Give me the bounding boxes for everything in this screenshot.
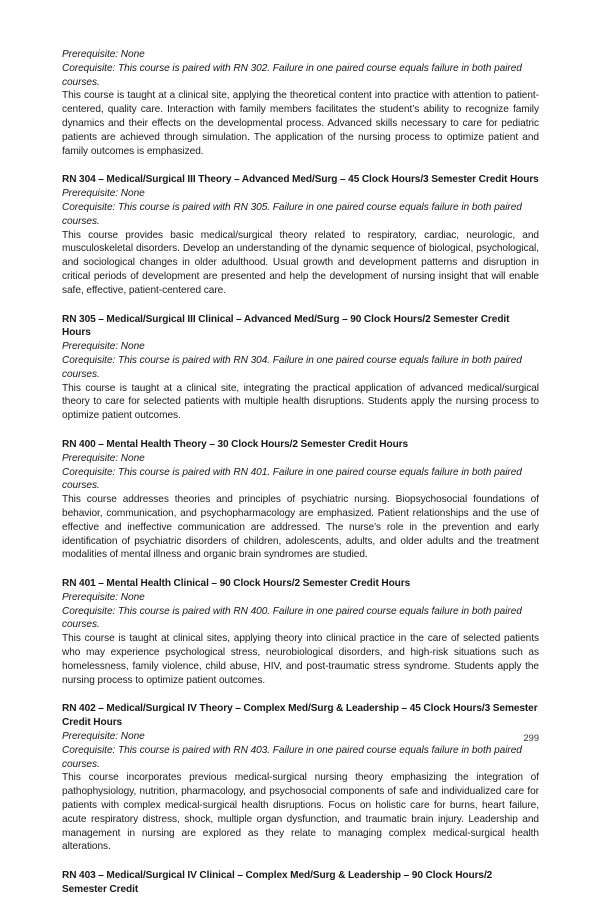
course-heading-rn-304: RN 304 – Medical/Surgical III Theory – Advanced Med/Surg – 45 Clock Hours/3 Semester Credit Hours [62,174,539,186]
prerequisite-line: Prerequisite: None [62,49,145,60]
course-block-rn-403 [62,869,539,897]
course-block-rn-304 [62,173,539,297]
corequisite-line: Corequisite: This course is paired with RN 401. Failure in one paired course equals failure in both paired courses. [62,466,522,492]
course-heading-rn-403: RN 403 – Medical/Surgical IV Clinical – Complex Med/Surg & Leadership – 90 Clock Hours/2 Semester Credit [62,870,493,896]
corequisite-line: Corequisite: This course is paired with RN 302. Failure in one paired course equals failure in both paired courses. [62,62,522,88]
course-heading-rn-400: RN 400 – Mental Health Theory – 30 Clock Hours/2 Semester Credit Hours [62,438,409,450]
course-block-rn-402 [62,702,539,854]
prerequisite-line: Prerequisite: None [62,452,145,464]
course-heading-rn-401: RN 401 – Mental Health Clinical – 90 Clock Hours/2 Semester Credit Hours [62,578,411,590]
course-description: This course addresses theories and principles of psychiatric nursing. Biopsychosocial foundations of behavior, communication, and psychopharmacology are emphasized. Patient relationships and the use of effective and ineffective communication are addressed. The nurse’s role in the prevention and early identification of psychiatric disorders of children, adolescents, adults, and older adults and the treatment modalities of mental illness and organic brain syndromes are studied. [62,494,539,561]
course-description: This course provides basic medical/surgical theory related to respiratory, cardiac, neurologic, and musculoskeletal disorders. Develop an understanding of the dynamic sequence of biological, psychological, and sociological changes in older adulthood. Usual growth and development patterns and disruption in critical periods of development are presented and help the development of nursing insight that will enable safe, effective, patient-centered care. [62,229,539,296]
course-description: This course incorporates previous medical-surgical nursing theory emphasizing the integration of pathophysiology, nutrition, pharmacology, and psychosocial components of safe and individualized care for patients with complex medical-surgical health disruptions. Focus on holistic care for burns, heart failure, acute respiratory distress, shock, multiple organ dysfunction, and traumatic brain injury. Leadership and management in nursing are explored as they relate to managing complex medical-surgical health alterations. [62,772,539,853]
course-description: This course is taught at clinical sites, applying theory into clinical practice in the care of selected patients who may experience psychological stress, neurobiological disorders, and high-risk situations such as homelessness, family violence, child abuse, HIV, and post-traumatic stress syndrome. Students apply the nursing process to optimize patient outcomes. [62,633,539,686]
course-catalog-content [62,48,539,897]
course-description: This course is taught at a clinical site, integrating the practical application of advanced medical/surgical theory to care for selected patients with multiple health disruptions. Students apply the nursing process to optimize patient outcomes. [62,382,539,422]
prerequisite-line: Prerequisite: None [62,341,145,353]
page-number: 299 [523,733,539,743]
course-block-rn-305 [62,313,539,423]
prerequisite-line: Prerequisite: None [62,591,145,603]
course-heading-rn-402: RN 402 – Medical/Surgical IV Theory – Complex Med/Surg & Leadership – 45 Clock Hours/3 Semester Credit Hours [62,703,538,729]
corequisite-line: Corequisite: This course is paired with RN 403. Failure in one paired course equals failure in both paired courses. [62,744,522,770]
course-block-rn-302-continuation [62,48,539,158]
corequisite-line: Corequisite: This course is paired with RN 304. Failure in one paired course equals failure in both paired courses. [62,354,522,380]
prerequisite-line: Prerequisite: None [62,188,145,200]
course-description: This course is taught at a clinical site, applying the theoretical content into practice with attention to patient-centered, quality care. Interaction with family members facilitates the student’s ability to recognize family dynamics and their effects on the developmental process. Advanced skills necessary to care for pediatric patients are achieved through simulation. The application of the nursing process to optimize patient and family outcomes is emphasized. [62,90,539,157]
corequisite-line: Corequisite: This course is paired with RN 305. Failure in one paired course equals failure in both paired courses. [62,201,522,227]
corequisite-line: Corequisite: This course is paired with RN 400. Failure in one paired course equals failure in both paired courses. [62,605,522,631]
course-heading-rn-305: RN 305 – Medical/Surgical III Clinical – Advanced Med/Surg – 90 Clock Hours/2 Semester Credit Hours [62,313,510,339]
prerequisite-line: Prerequisite: None [62,731,145,743]
course-block-rn-400 [62,438,539,562]
course-block-rn-401 [62,577,539,687]
